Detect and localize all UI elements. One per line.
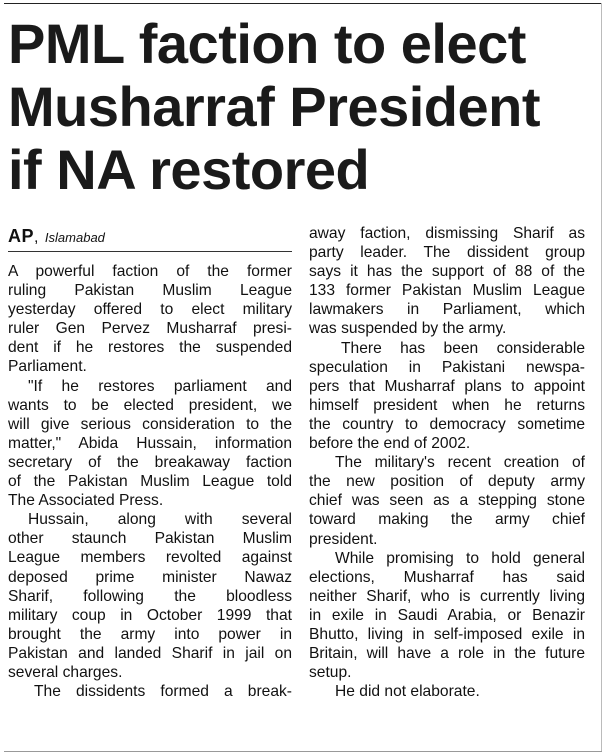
text-line: president. bbox=[309, 530, 378, 548]
text-line: deposed prime minister Nawaz bbox=[8, 568, 292, 586]
text-line: was suspended by the army. bbox=[309, 320, 507, 338]
text-line: pers that Musharraf plans to appoint bbox=[309, 377, 585, 395]
article-column-right bbox=[309, 224, 585, 701]
text-line: setup. bbox=[309, 664, 352, 682]
text-line: other staunch Pakistan Muslim bbox=[8, 530, 292, 548]
text-line: military coup in October 1999 that bbox=[8, 606, 292, 624]
text-line: Britain, will have a role in the future bbox=[309, 645, 585, 663]
byline-separator: , bbox=[34, 229, 39, 246]
headline-line-3: if NA restored bbox=[8, 138, 370, 201]
text-line: will give serious consideration to the bbox=[8, 415, 292, 433]
text-line: He did not elaborate. bbox=[335, 683, 480, 701]
text-line: While promising to hold general bbox=[335, 549, 585, 567]
text-line: lawmakers in Parliament, which bbox=[309, 301, 585, 319]
text-line: League members revolted against bbox=[8, 549, 292, 567]
byline-agency: AP bbox=[8, 226, 35, 246]
article-column-left bbox=[8, 262, 292, 701]
top-rule bbox=[4, 3, 602, 4]
text-line: 133 former Pakistan Muslim League bbox=[309, 282, 585, 300]
text-line: in exile in Saudi Arabia, or Benazir bbox=[309, 606, 585, 624]
text-line: of the Pakistan Muslim League told bbox=[8, 473, 292, 491]
byline-place: Islamabad bbox=[44, 230, 105, 245]
text-line: wants to be elected president, we bbox=[8, 396, 292, 414]
text-line: The Associated Press. bbox=[8, 492, 164, 510]
text-line: says it has the support of 88 of the bbox=[309, 263, 585, 281]
text-line: matter," Abida Hussain, information bbox=[8, 434, 292, 452]
text-line: There has been considerable bbox=[341, 339, 585, 357]
text-line: dent if he restores the suspended bbox=[8, 339, 292, 357]
text-line: "If he restores parliament and bbox=[28, 377, 292, 395]
text-line: secretary of the breakaway faction bbox=[8, 453, 292, 471]
text-line: chief was seen as a stepping stone bbox=[309, 492, 585, 510]
text-line: yesterday offered to elect military bbox=[8, 301, 292, 319]
text-line: toward making the army chief bbox=[309, 511, 585, 529]
bottom-rule bbox=[4, 751, 602, 752]
text-line: several charges. bbox=[8, 663, 123, 681]
text-line: himself president when he returns bbox=[309, 396, 585, 414]
text-line: brought the army into power in bbox=[8, 625, 292, 643]
text-line: Sharif, following the bloodless bbox=[8, 587, 292, 605]
headline-line-2: Musharraf President bbox=[8, 75, 540, 138]
text-line: A powerful faction of the former bbox=[8, 263, 292, 280]
text-line: party leader. The dissident group bbox=[309, 244, 585, 262]
right-rule bbox=[601, 3, 602, 751]
text-line: Bhutto, living in self-imposed exile in bbox=[309, 625, 585, 643]
text-line: ruler Gen Pervez Musharraf presi- bbox=[8, 320, 292, 338]
headline bbox=[8, 12, 600, 201]
text-line: The dissidents formed a break- bbox=[34, 683, 292, 701]
text-line: away faction, dismissing Sharif as bbox=[309, 225, 585, 242]
text-line: elections, Musharraf has said bbox=[309, 568, 585, 586]
text-line: Hussain, along with several bbox=[28, 511, 292, 529]
text-line: the new position of deputy army bbox=[309, 473, 585, 491]
byline bbox=[8, 226, 292, 252]
text-line: The military's recent creation of bbox=[335, 454, 585, 472]
headline-line-1: PML faction to elect bbox=[8, 12, 526, 75]
text-line: the country to democracy sometime bbox=[309, 415, 585, 433]
text-line: before the end of 2002. bbox=[309, 435, 471, 453]
text-line: Parliament. bbox=[8, 358, 87, 376]
text-line: speculation in Pakistani newspa- bbox=[309, 358, 585, 376]
text-line: neither Sharif, who is currently living bbox=[309, 587, 585, 605]
text-line: ruling Pakistan Muslim League bbox=[8, 282, 292, 300]
text-line: Pakistan and landed Sharif in jail on bbox=[8, 644, 292, 662]
